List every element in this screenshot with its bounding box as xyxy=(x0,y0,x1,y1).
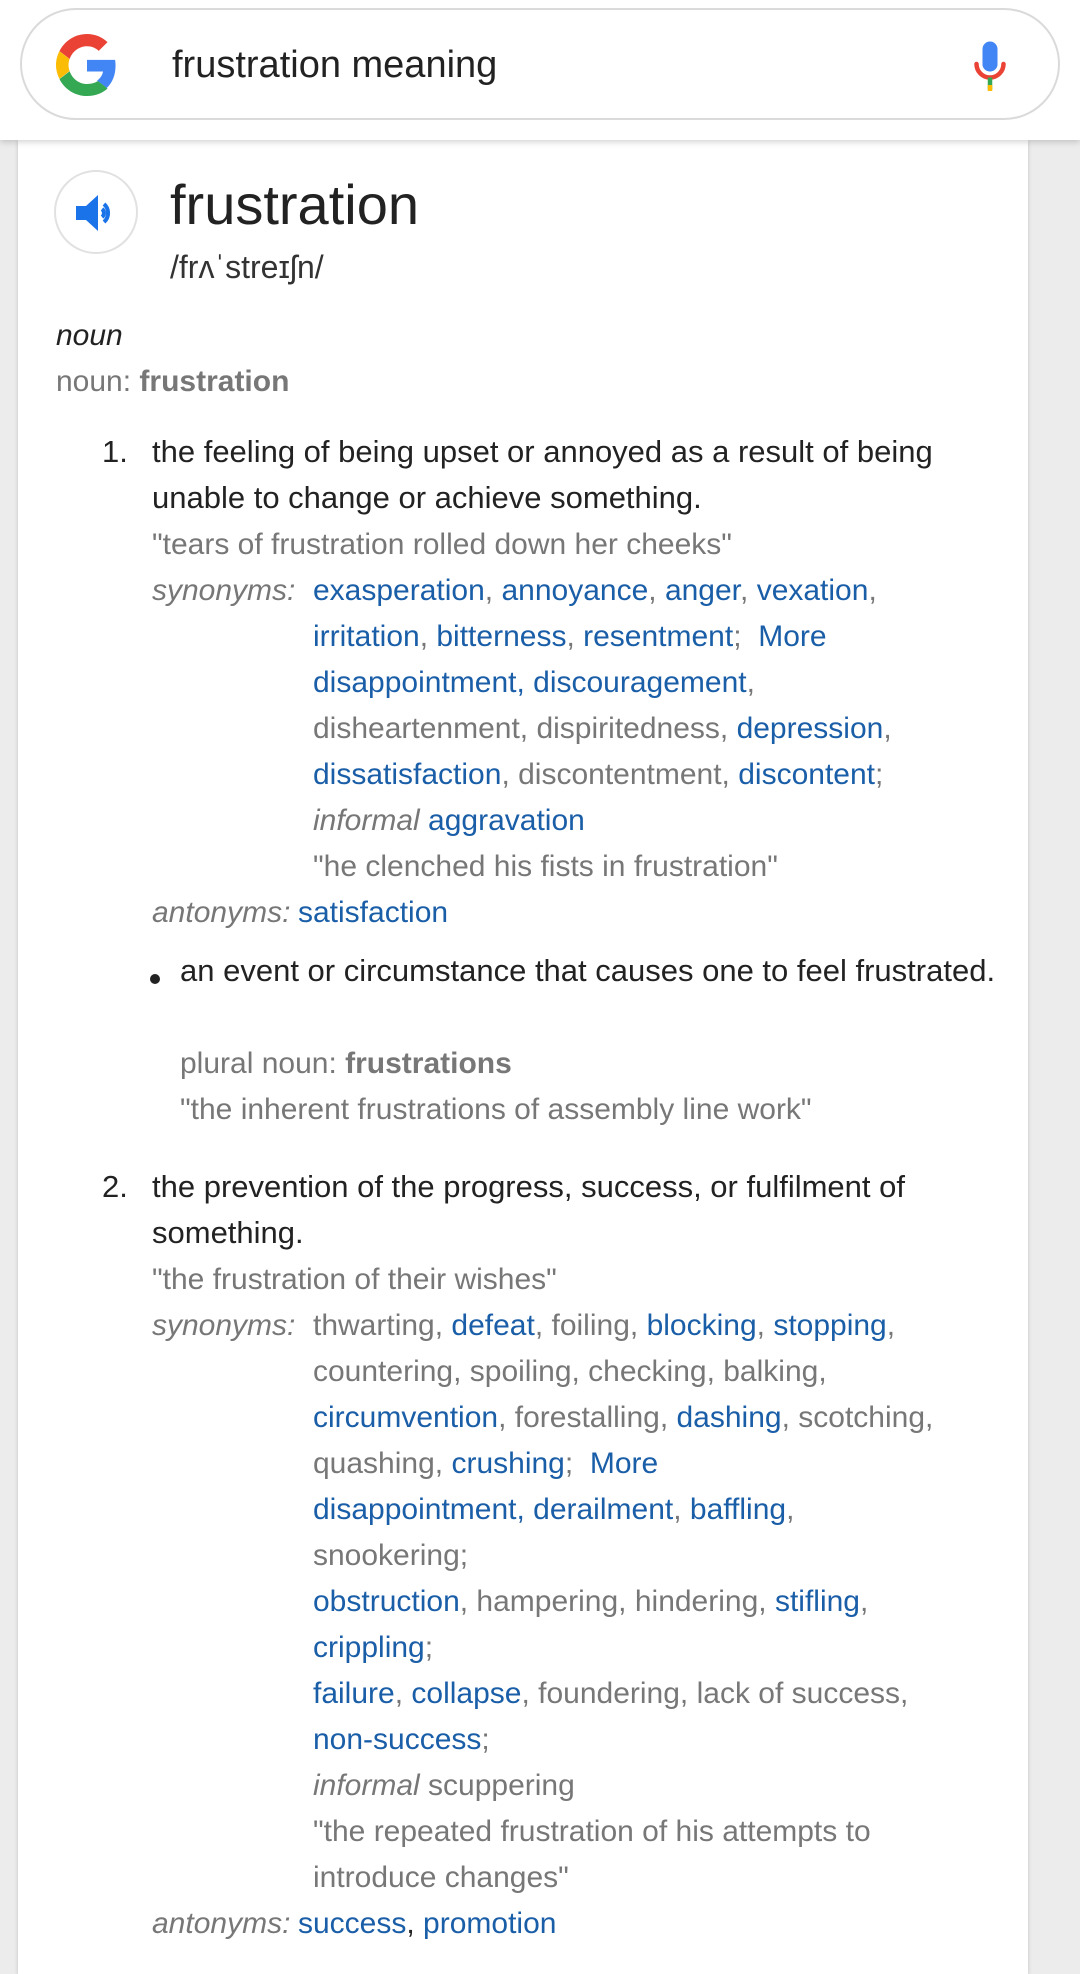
pronunciation-button[interactable] xyxy=(54,170,138,254)
antonym-link[interactable]: success xyxy=(298,1907,407,1940)
synonym-example: "the repeated frustration of his attempts to xyxy=(313,1815,871,1848)
plural-form-line: plural noun: frustrations xyxy=(180,1047,512,1080)
antonyms-label: antonyms: xyxy=(152,1907,291,1940)
synonym-link[interactable]: bitterness xyxy=(436,620,567,653)
synonym-link[interactable]: disappointment xyxy=(313,666,517,699)
microphone-icon[interactable] xyxy=(972,40,1008,94)
antonyms-label: antonyms: xyxy=(152,896,291,929)
sense-number: 1. xyxy=(102,434,128,469)
more-synonyms-link[interactable]: More xyxy=(758,620,827,653)
synonym-link[interactable]: discontent xyxy=(738,758,875,791)
synonym-link[interactable]: blocking xyxy=(646,1309,757,1342)
synonym-line: irritation, bitterness, resentment; More xyxy=(313,620,827,653)
speaker-icon xyxy=(74,192,120,234)
search-box[interactable] xyxy=(20,8,1060,120)
synonym-line: thwarting, defeat, foiling, blocking, stopping, xyxy=(313,1309,896,1342)
search-query[interactable]: frustration meaning xyxy=(172,44,498,86)
subsense-definition: an event or circumstance that causes one to feel frustrated. xyxy=(180,953,996,988)
synonym-link[interactable]: obstruction xyxy=(313,1585,460,1618)
synonym-link[interactable]: dissatisfaction xyxy=(313,758,502,791)
synonym-link[interactable]: non-success xyxy=(313,1723,482,1756)
google-logo-icon[interactable] xyxy=(56,34,118,96)
phonetic: /frʌˈstreɪʃn/ xyxy=(170,249,324,285)
more-synonyms-link[interactable]: More xyxy=(589,1447,659,1480)
synonym-link[interactable]: discouragement xyxy=(533,666,747,699)
synonym-line: countering, spoiling, checking, balking, xyxy=(313,1355,827,1388)
antonym-line: success, promotion xyxy=(298,1907,557,1940)
synonym-example: "he clenched his fists in frustration" xyxy=(313,850,778,883)
synonym-link[interactable]: resentment xyxy=(583,620,734,653)
synonym-line: dissatisfaction, discontentment, discontent; xyxy=(313,758,884,791)
bullet xyxy=(150,974,160,984)
synonym-link[interactable]: exasperation xyxy=(313,574,485,607)
synonym-link[interactable]: baffling xyxy=(689,1493,787,1526)
sense-definition: the prevention of the progress, success, or fulfilment of something. xyxy=(152,1169,905,1250)
synonym-link[interactable]: disappointment xyxy=(313,1493,517,1526)
antonym-line xyxy=(298,890,448,936)
synonym-line: quashing, crushing; More xyxy=(313,1447,659,1480)
synonym-link[interactable]: circumvention xyxy=(313,1401,499,1434)
synonym-line: exasperation, annoyance, anger, vexation, xyxy=(313,574,877,607)
synonym-line: failure, collapse, foundering, lack of success, xyxy=(313,1677,909,1710)
synonym-link[interactable]: depression xyxy=(736,712,884,745)
synonym-link[interactable]: stopping xyxy=(773,1309,887,1342)
synonym-example: introduce changes" xyxy=(313,1861,569,1894)
synonym-line: obstruction, hampering, hindering, stifling, xyxy=(313,1585,869,1618)
noun-form-line: noun: frustration xyxy=(56,365,290,398)
synonyms-label: synonyms: xyxy=(152,1309,296,1342)
synonym-link[interactable]: anger xyxy=(664,574,741,607)
antonym-link[interactable]: promotion xyxy=(423,1907,557,1940)
synonym-link[interactable]: irritation xyxy=(313,620,420,653)
synonym-link[interactable]: defeat xyxy=(451,1309,535,1342)
synonym-line: disappointment, discouragement, xyxy=(313,666,755,699)
synonym-link[interactable]: failure xyxy=(313,1677,395,1710)
part-of-speech: noun xyxy=(56,319,123,352)
usage-example: "tears of frustration rolled down her cheeks" xyxy=(152,528,732,561)
synonyms-label: synonyms: xyxy=(152,574,296,607)
search-header xyxy=(0,0,1080,140)
synonym-line: non-success; xyxy=(313,1723,490,1756)
synonym-link[interactable]: collapse xyxy=(411,1677,522,1710)
sense-definition: the feeling of being upset or annoyed as a result of being unable to change or achieve something. xyxy=(152,434,933,515)
synonym-link[interactable]: crippling xyxy=(313,1631,425,1664)
synonym-link[interactable]: crushing xyxy=(451,1447,565,1480)
synonym-line: circumvention, forestalling, dashing, scotching, xyxy=(313,1401,934,1434)
synonym-link[interactable]: derailment xyxy=(533,1493,674,1526)
synonym-line: crippling; xyxy=(313,1631,434,1664)
synonym-link[interactable]: vexation xyxy=(756,574,869,607)
antonym-link[interactable]: satisfaction xyxy=(298,896,449,929)
synonym-link[interactable]: dashing xyxy=(676,1401,782,1434)
synonym-line: snookering; xyxy=(313,1539,469,1572)
sense-number: 2. xyxy=(102,1169,128,1204)
usage-example: "the frustration of their wishes" xyxy=(152,1263,557,1296)
synonym-link[interactable]: annoyance xyxy=(501,574,649,607)
synonym-link[interactable]: stifling xyxy=(774,1585,860,1618)
synonym-line: informal scuppering xyxy=(313,1769,575,1802)
headword: frustration xyxy=(170,173,419,236)
dictionary-card xyxy=(18,140,1028,1974)
synonym-line: disappointment, derailment, baffling, xyxy=(313,1493,795,1526)
synonym-line: informal aggravation xyxy=(313,804,585,837)
usage-example: "the inherent frustrations of assembly line work" xyxy=(180,1093,812,1126)
synonym-line: disheartenment, dispiritedness, depression, xyxy=(313,712,892,745)
synonym-link[interactable]: aggravation xyxy=(428,804,585,837)
